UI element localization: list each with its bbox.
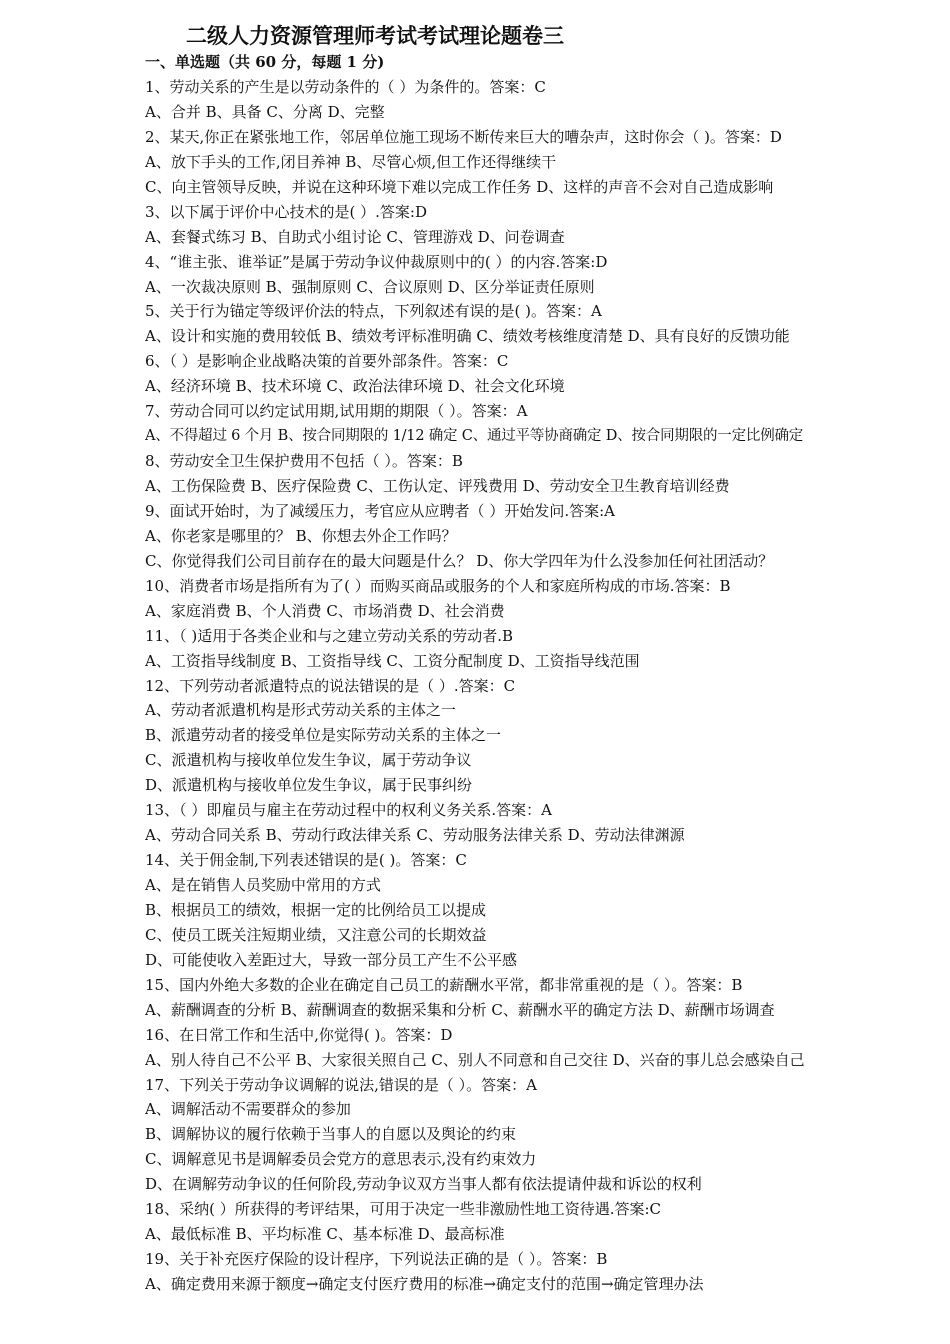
text-line: 6、（ ）是影响企业战略决策的首要外部条件。答案：C — [145, 352, 509, 371]
text-line: 3、以下属于评价中心技术的是( ）.答案:D — [145, 202, 428, 221]
text-line: D、在调解劳动争议的任何阶段,劳动争议双方当事人都有依法提请仲裁和诉讼的权利 — [145, 1175, 702, 1194]
text-line: A、工资指导线制度 B、工资指导线 C、工资分配制度 D、工资指导线范围 — [145, 651, 640, 670]
text-line: A、设计和实施的费用较低 B、绩效考评标准明确 C、绩效考核维度清楚 D、具有良好的反馈功能 — [145, 327, 790, 346]
text-line: 14、关于佣金制,下列表述错误的是( )。答案：C — [145, 851, 467, 870]
text-line: A、你老家是哪里的？ B、你想去外企工作吗？ — [145, 526, 457, 545]
text-line: A、合并 B、具备 C、分离 D、完整 — [145, 102, 385, 121]
text-line: 17、下列关于劳动争议调解的说法,错误的是（ ）。答案：A — [145, 1075, 537, 1094]
text-line: 10、消费者市场是指所有为了( ）而购买商品或服务的个人和家庭所构成的市场.答案：B — [145, 576, 731, 595]
text-line: 7、劳动合同可以约定试用期,试用期的期限（ ）。答案：A — [145, 402, 528, 421]
text-line: A、别人待自己不公平 B、大家很关照自己 C、别人不同意和自己交往 D、兴奋的事儿总会感染自己 — [145, 1050, 805, 1069]
text-line: 11、（ )适用于各类企业和与之建立劳动关系的劳动者.B — [145, 626, 514, 645]
text-line: 12、下列劳动者派遣特点的说法错误的是（ ）.答案：C — [145, 676, 516, 695]
text-line: A、调解活动不需要群众的参加 — [145, 1100, 351, 1119]
text-line: 9、面试开始时，为了减缓压力，考官应从应聘者（ ）开始发问.答案:A — [145, 501, 615, 520]
text-line: 15、国内外绝大多数的企业在确定自己员工的薪酬水平常，都非常重视的是（ ）。答案：B — [145, 975, 743, 994]
section-heading: 一、单选题（共 60 分，每题 1 分) — [145, 53, 385, 71]
page-title: 二级人力资源管理师考试考试理论题卷三 — [186, 23, 564, 48]
text-line: 13、（ ）即雇员与雇主在劳动过程中的权利义务关系.答案：A — [145, 801, 552, 820]
text-line: C、派遣机构与接收单位发生争议，属于劳动争议 — [145, 751, 472, 770]
text-line: C、向主管领导反映，并说在这种环境下难以完成工作任务 D、这样的声音不会对自己造成影响 — [145, 177, 774, 196]
question-list — [145, 75, 935, 1297]
text-line: C、调解意见书是调解委员会党方的意思表示,没有约束效力 — [145, 1150, 537, 1169]
text-line: A、确定费用来源于额度→确定支付医疗费用的标准→确定支付的范围→确定管理办法 — [145, 1275, 704, 1293]
text-line: D、可能使收入差距过大，导致一部分员工产生不公平感 — [145, 950, 518, 969]
text-line: 8、劳动安全卫生保护费用不包括（ ）。答案：B — [145, 452, 463, 471]
text-line: C、使员工既关注短期业绩，又注意公司的长期效益 — [145, 925, 487, 944]
text-line: A、最低标准 B、平均标准 C、基本标准 D、最高标准 — [145, 1225, 505, 1244]
text-line: 4、“谁主张、谁举证”是属于劳动争议仲裁原则中的( ）的内容.答案:D — [145, 252, 608, 271]
text-line: A、薪酬调查的分析 B、薪酬调查的数据采集和分析 C、薪酬水平的确定方法 D、薪酬市场调查 — [145, 1000, 775, 1019]
text-line: 19、关于补充医疗保险的设计程序，下列说法正确的是（ ）。答案：B — [145, 1250, 608, 1269]
text-line: A、是在销售人员奖励中常用的方式 — [145, 876, 381, 894]
text-line: A、劳动合同关系 B、劳动行政法律关系 C、劳动服务法律关系 D、劳动法律渊源 — [145, 826, 685, 845]
text-line: 5、关于行为锚定等级评价法的特点，下列叙述有误的是( )。答案：A — [145, 302, 602, 321]
text-line: A、经济环境 B、技术环境 C、政治法律环境 D、社会文化环境 — [145, 377, 565, 396]
text-line: A、工伤保险费 B、医疗保险费 C、工伤认定、评残费用 D、劳动安全卫生教育培训经费 — [145, 477, 730, 495]
text-line: A、套餐式练习 B、自助式小组讨论 C、管理游戏 D、问卷调查 — [145, 227, 565, 246]
text-line: 2、某天,你正在紧张地工作，邻居单位施工现场不断传来巨大的嘈杂声，这时你会（ )。答案：D — [145, 127, 782, 146]
text-line: B、派遣劳动者的接受单位是实际劳动关系的主体之一 — [145, 726, 502, 745]
text-line: A、劳动者派遣机构是形式劳动关系的主体之一 — [145, 701, 456, 720]
text-line: 18、采纳( ）所获得的考评结果，可用于决定一些非激励性地工资待遇.答案:C — [145, 1200, 662, 1219]
text-line: A、放下手头的工作,闭目养神 B、尽管心烦,但工作还得继续干 — [145, 152, 557, 171]
text-line: A、不得超过 6 个月 B、按合同期限的 1/12 确定 C、通过平等协商确定 D、按合同期限的一定比例确定 — [145, 428, 804, 445]
text-line: A、家庭消费 B、个人消费 C、市场消费 D、社会消费 — [145, 601, 505, 620]
text-line: C、你觉得我们公司目前存在的最大问题是什么？ D、你大学四年为什么没参加任何社团活动？ — [145, 551, 774, 570]
text-line: B、调解协议的履行依赖于当事人的自愿以及舆论的约束 — [145, 1125, 517, 1144]
text-line: 1、劳动关系的产生是以劳动条件的（ ）为条件的。答案：C — [145, 78, 546, 96]
text-line: 16、在日常工作和生活中,你觉得( )。答案：D — [145, 1025, 453, 1044]
text-line: B、根据员工的绩效，根据一定的比例给员工以提成 — [145, 900, 487, 919]
text-line: D、派遣机构与接收单位发生争议，属于民事纠纷 — [145, 776, 473, 795]
text-line: A、一次裁决原则 B、强制原则 C、合议原则 D、区分举证责任原则 — [145, 277, 595, 296]
